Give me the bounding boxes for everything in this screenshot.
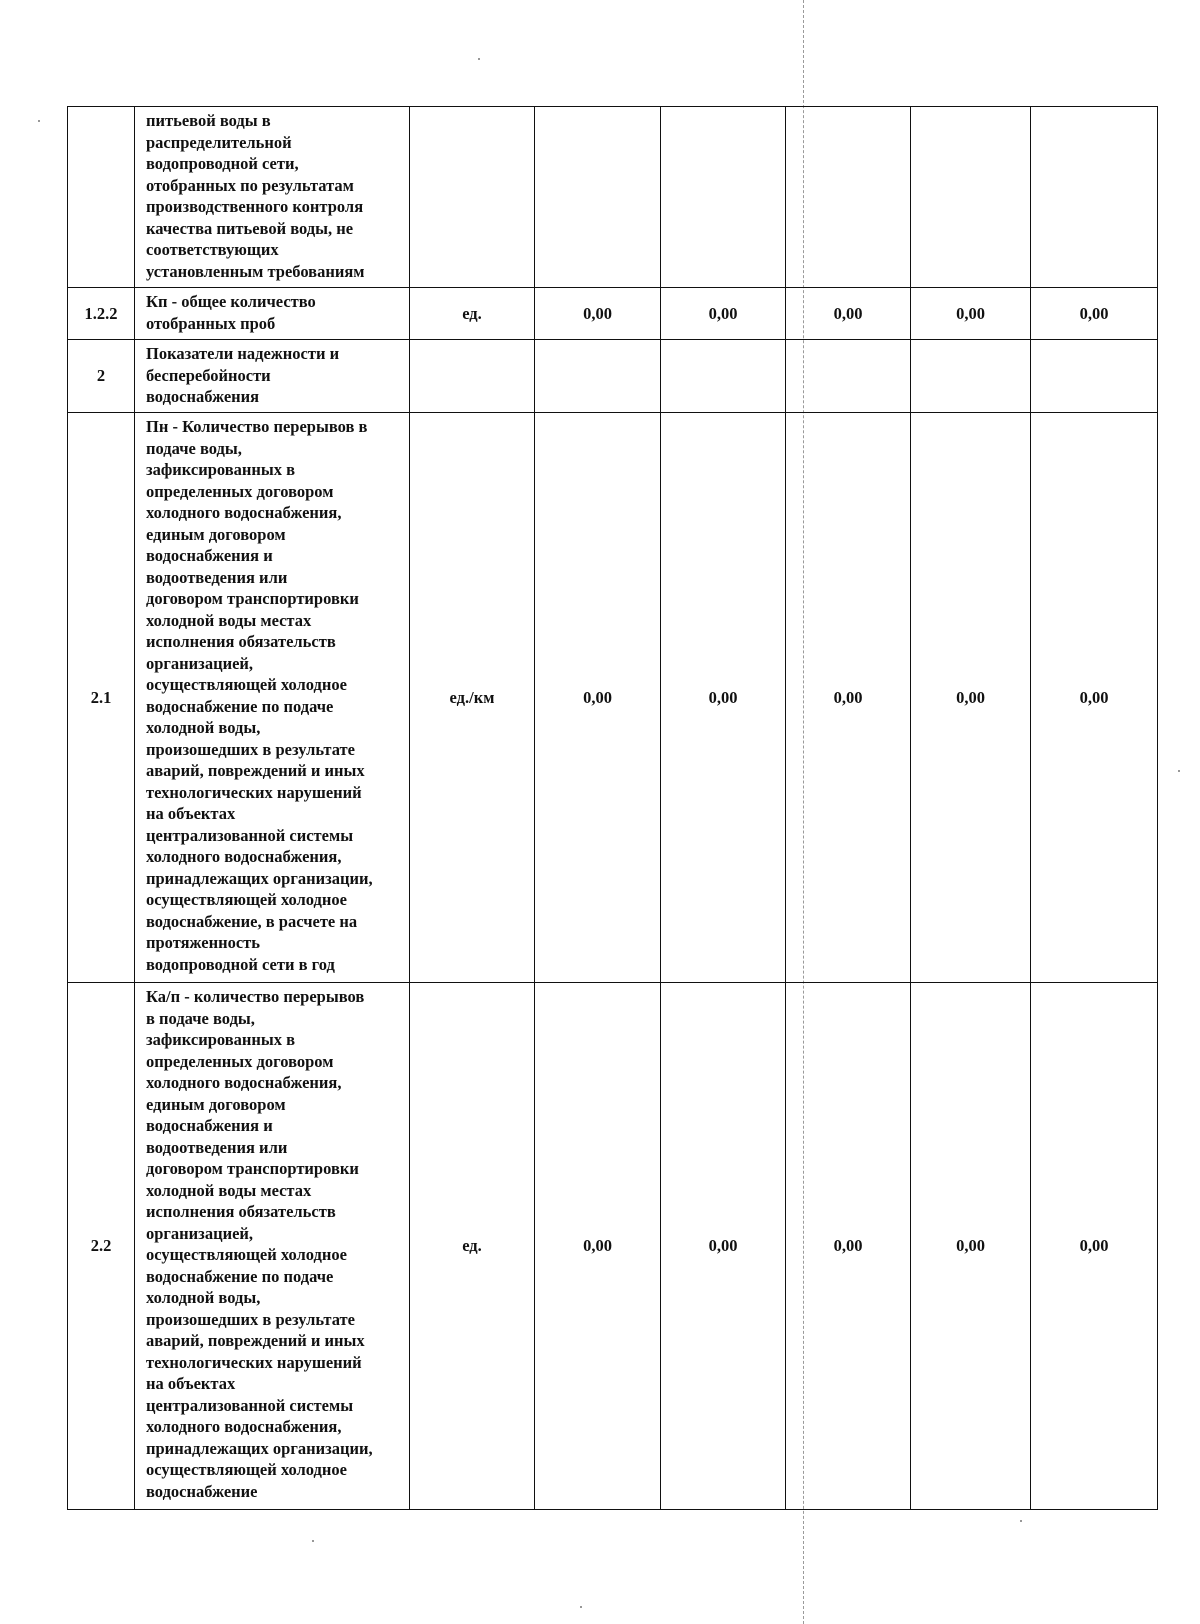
- value-cell: 0,00: [661, 413, 786, 983]
- indicator-description-text: питьевой воды в распределительной водопроводной сети, отобранных по результатам производственного контроля качества питьевой воды, не соответствующих установленным требованиям: [146, 111, 365, 281]
- value-cell: [535, 340, 661, 413]
- row-number: 1.2.2: [68, 288, 135, 340]
- scan-speck: [478, 58, 480, 60]
- row-number: 2: [68, 340, 135, 413]
- indicator-description-text: Ка/п - количество перерывов в подаче воды, зафиксированных в определенных договором холодного водоснабжения, единым договором водоснабжения и водоотведения или договором транспортировки холодной воды местах исполнения обязательств организацией, осуществляющей холодное водоснабжение по подаче холодной воды, произошедших в результате аварий, повреждений и иных технологических нарушений на объектах централизованной системы холодного водоснабжения, принадлежащих организации, осуществляющей холодное водоснабжение: [146, 987, 373, 1501]
- indicator-description: [135, 340, 410, 413]
- scan-speck: [1020, 1520, 1022, 1522]
- indicators-table: [67, 106, 1158, 1510]
- value-cell: [661, 107, 786, 288]
- value-cell: 0,00: [786, 983, 911, 1510]
- value-cell: 0,00: [1031, 413, 1158, 983]
- value-cell: 0,00: [786, 288, 911, 340]
- indicator-description: [135, 413, 410, 983]
- value-cell: [661, 340, 786, 413]
- value-cell: 0,00: [786, 413, 911, 983]
- scan-speck: [312, 1540, 314, 1542]
- value-cell: 0,00: [1031, 288, 1158, 340]
- table-row: [68, 983, 1158, 1510]
- value-cell: 0,00: [911, 983, 1031, 1510]
- value-cell: [786, 340, 911, 413]
- unit-cell: ед.: [410, 288, 535, 340]
- indicator-description: [135, 983, 410, 1510]
- value-cell: [786, 107, 911, 288]
- indicator-description: [135, 288, 410, 340]
- table-row: [68, 340, 1158, 413]
- value-cell: 0,00: [535, 413, 661, 983]
- value-cell: [1031, 107, 1158, 288]
- value-cell: 0,00: [911, 288, 1031, 340]
- indicator-description-text: Пн - Количество перерывов в подаче воды, зафиксированных в определенных договором холодного водоснабжения, единым договором водоснабжения и водоотведения или договором транспортировки холодной воды местах исполнения обязательств организацией, осуществляющей холодное водоснабжение по подаче холодной воды, произошедших в результате аварий, повреждений и иных технологических нарушений на объектах централизованной системы холодного водоснабжения, принадлежащих организации, осуществляющей холодное водоснабжение, в расчете на протяженность водопроводной сети в год: [146, 417, 373, 974]
- value-cell: 0,00: [1031, 983, 1158, 1510]
- table-row: [68, 288, 1158, 340]
- value-cell: 0,00: [535, 288, 661, 340]
- table-row: [68, 107, 1158, 288]
- value-cell: 0,00: [661, 288, 786, 340]
- scan-speck: [38, 120, 40, 122]
- unit-cell: [410, 107, 535, 288]
- row-number: 2.1: [68, 413, 135, 983]
- value-cell: [911, 107, 1031, 288]
- indicator-description: [135, 107, 410, 288]
- value-cell: 0,00: [911, 413, 1031, 983]
- scan-speck: [580, 1606, 582, 1608]
- value-cell: [535, 107, 661, 288]
- scan-speck: [1178, 770, 1180, 772]
- row-number: 2.2: [68, 983, 135, 1510]
- indicator-description-text: Показатели надежности и бесперебойности водоснабжения: [146, 344, 340, 406]
- value-cell: [1031, 340, 1158, 413]
- row-number: [68, 107, 135, 288]
- unit-cell: [410, 340, 535, 413]
- unit-cell: ед./км: [410, 413, 535, 983]
- unit-cell: ед.: [410, 983, 535, 1510]
- indicator-description-text: Кп - общее количество отобранных проб: [146, 292, 316, 333]
- value-cell: [911, 340, 1031, 413]
- table-row: [68, 413, 1158, 983]
- value-cell: 0,00: [535, 983, 661, 1510]
- value-cell: 0,00: [661, 983, 786, 1510]
